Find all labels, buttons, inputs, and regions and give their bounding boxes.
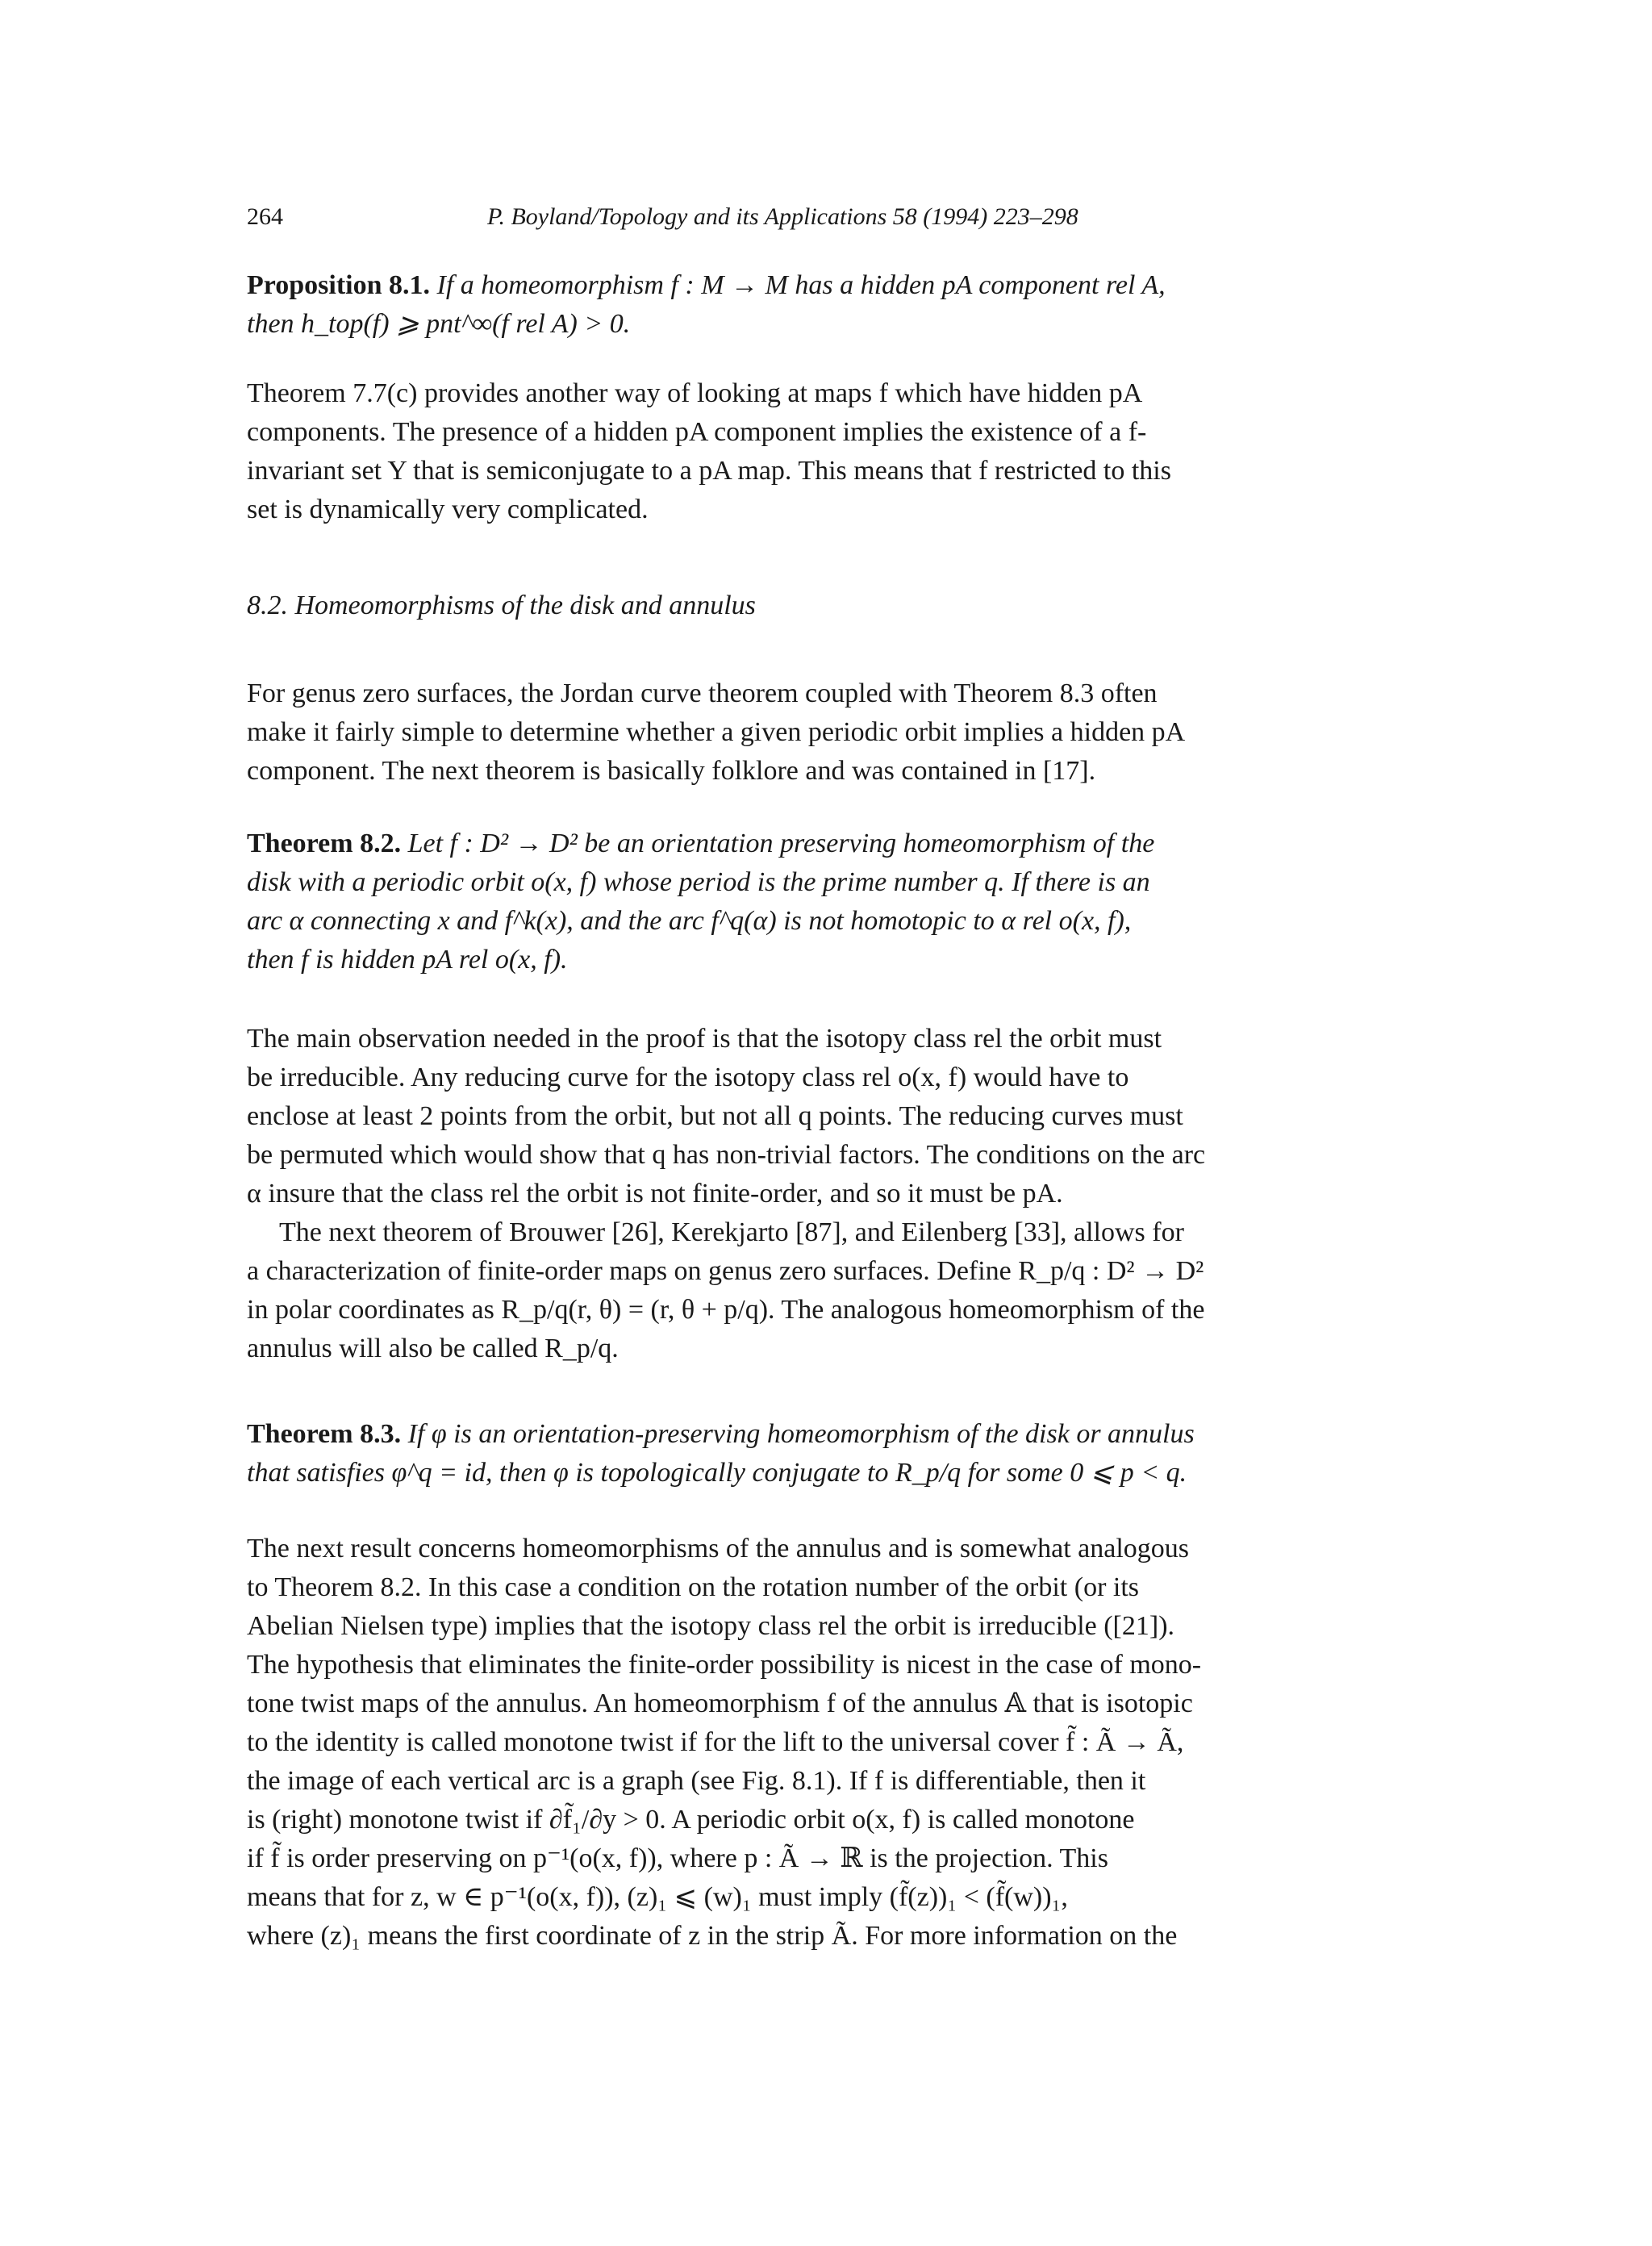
text-line: annulus will also be called R_p/q. [247, 1334, 619, 1363]
journal-citation: P. Boyland/Topology and its Applications 58 (1994) 223–298 [487, 203, 1078, 230]
text-line: be irreducible. Any reducing curve for the isotopy class rel o(x, f) would have to [247, 1062, 1129, 1092]
text-line: means that for z, w ∈ p⁻¹(o(x, f)), (z)₁ ⩽ (w)₁ must imply (f̃(z))₁ < (f̃(w))₁, [247, 1882, 1068, 1912]
text-line: be permuted which would show that q has non-trivial factors. The conditions on the arc [247, 1140, 1206, 1170]
theorem-label: Theorem 8.2. [247, 829, 402, 858]
text-line: is (right) monotone twist if ∂f̃₁/∂y > 0. A periodic orbit o(x, f) is called monotone [247, 1805, 1135, 1835]
text-line: to the identity is called monotone twist if for the lift to the universal cover f̃ : Ã → Ã, [247, 1727, 1184, 1757]
text-line: set is dynamically very complicated. [247, 495, 649, 524]
text-line: Theorem 7.7(c) provides another way of looking at maps f which have hidden pA [247, 378, 1143, 408]
text-line: to Theorem 8.2. In this case a condition on the rotation number of the orbit (or its [247, 1572, 1140, 1602]
proposition-text: If a homeomorphism f : M → M has a hidden pA component rel A, [436, 270, 1166, 300]
theorem-text: If φ is an orientation-preserving homeomorphism of the disk or annulus [407, 1419, 1195, 1449]
text-line: a characterization of finite-order maps on genus zero surfaces. Define R_p/q : D² → D² [247, 1256, 1204, 1286]
text-line: components. The presence of a hidden pA component implies the existence of a f- [247, 417, 1147, 447]
text-line: The next result concerns homeomorphisms of the annulus and is somewhat analogous [247, 1534, 1190, 1563]
text-line: invariant set Y that is semiconjugate to a pA map. This means that f restricted to this [247, 456, 1171, 486]
text-line: disk with a periodic orbit o(x, f) whose period is the prime number q. If there is an [247, 867, 1150, 897]
proposition-label: Proposition 8.1. [247, 270, 431, 300]
text-line: that satisfies φ^q = id, then φ is topologically conjugate to R_p/q for some 0 ⩽ p < q. [247, 1458, 1187, 1488]
text-line: make it fairly simple to determine whether a given periodic orbit implies a hidden pA [247, 717, 1186, 747]
paragraph-2 [247, 674, 1354, 791]
theorem-8-2 [247, 825, 1354, 979]
paragraph-3 [247, 1020, 1354, 1368]
proposition-8-1 [247, 266, 1354, 344]
text-line: where (z)₁ means the first coordinate of z in the strip Ã. For more information on the [247, 1921, 1178, 1951]
text-line: The next theorem of Brouwer [26], Kerekjarto [87], and Eilenberg [33], allows for [279, 1217, 1184, 1247]
text-line: The hypothesis that eliminates the finite-order possibility is nicest in the case of mono- [247, 1650, 1202, 1680]
theorem-8-3 [247, 1415, 1354, 1492]
text-line [247, 1415, 1354, 1454]
text-line: α insure that the class rel the orbit is not finite-order, and so it must be pA. [247, 1179, 1063, 1209]
text-line: The main observation needed in the proof is that the isotopy class rel the orbit must [247, 1024, 1162, 1054]
text-line: For genus zero surfaces, the Jordan curve theorem coupled with Theorem 8.3 often [247, 678, 1158, 708]
paragraph-1 [247, 374, 1354, 529]
theorem-label: Theorem 8.3. [247, 1419, 402, 1449]
text-line: arc α connecting x and f^k(x), and the arc f^q(α) is not homotopic to α rel o(x, f), [247, 906, 1132, 936]
text-line [247, 825, 1354, 863]
text-line: tone twist maps of the annulus. An homeomorphism f of the annulus 𝔸 that is isotopic [247, 1689, 1193, 1718]
text-line [247, 266, 1354, 305]
running-header [247, 203, 1354, 236]
text-line: component. The next theorem is basically folklore and was contained in [17]. [247, 756, 1096, 786]
page-number: 264 [247, 203, 283, 230]
text-line: then h_top(f) ⩾ pnt^∞(f rel A) > 0. [247, 309, 631, 339]
text-line: if f̃ is order preserving on p⁻¹(o(x, f)), where p : Ã → ℝ is the projection. This [247, 1843, 1108, 1873]
text-line: then f is hidden pA rel o(x, f). [247, 945, 568, 975]
text-line: enclose at least 2 points from the orbit, but not all q points. The reducing curves must [247, 1101, 1183, 1131]
text-line: Abelian Nielsen type) implies that the isotopy class rel the orbit is irreducible ([21]). [247, 1611, 1175, 1641]
theorem-text: Let f : D² → D² be an orientation preserving homeomorphism of the [407, 829, 1155, 858]
text-line: in polar coordinates as R_p/q(r, θ) = (r, θ + p/q). The analogous homeomorphism of the [247, 1295, 1205, 1325]
text-line: the image of each vertical arc is a graph (see Fig. 8.1). If f is differentiable, then it [247, 1766, 1146, 1796]
section-heading: 8.2. Homeomorphisms of the disk and annulus [247, 591, 756, 620]
paragraph-4 [247, 1530, 1354, 1956]
